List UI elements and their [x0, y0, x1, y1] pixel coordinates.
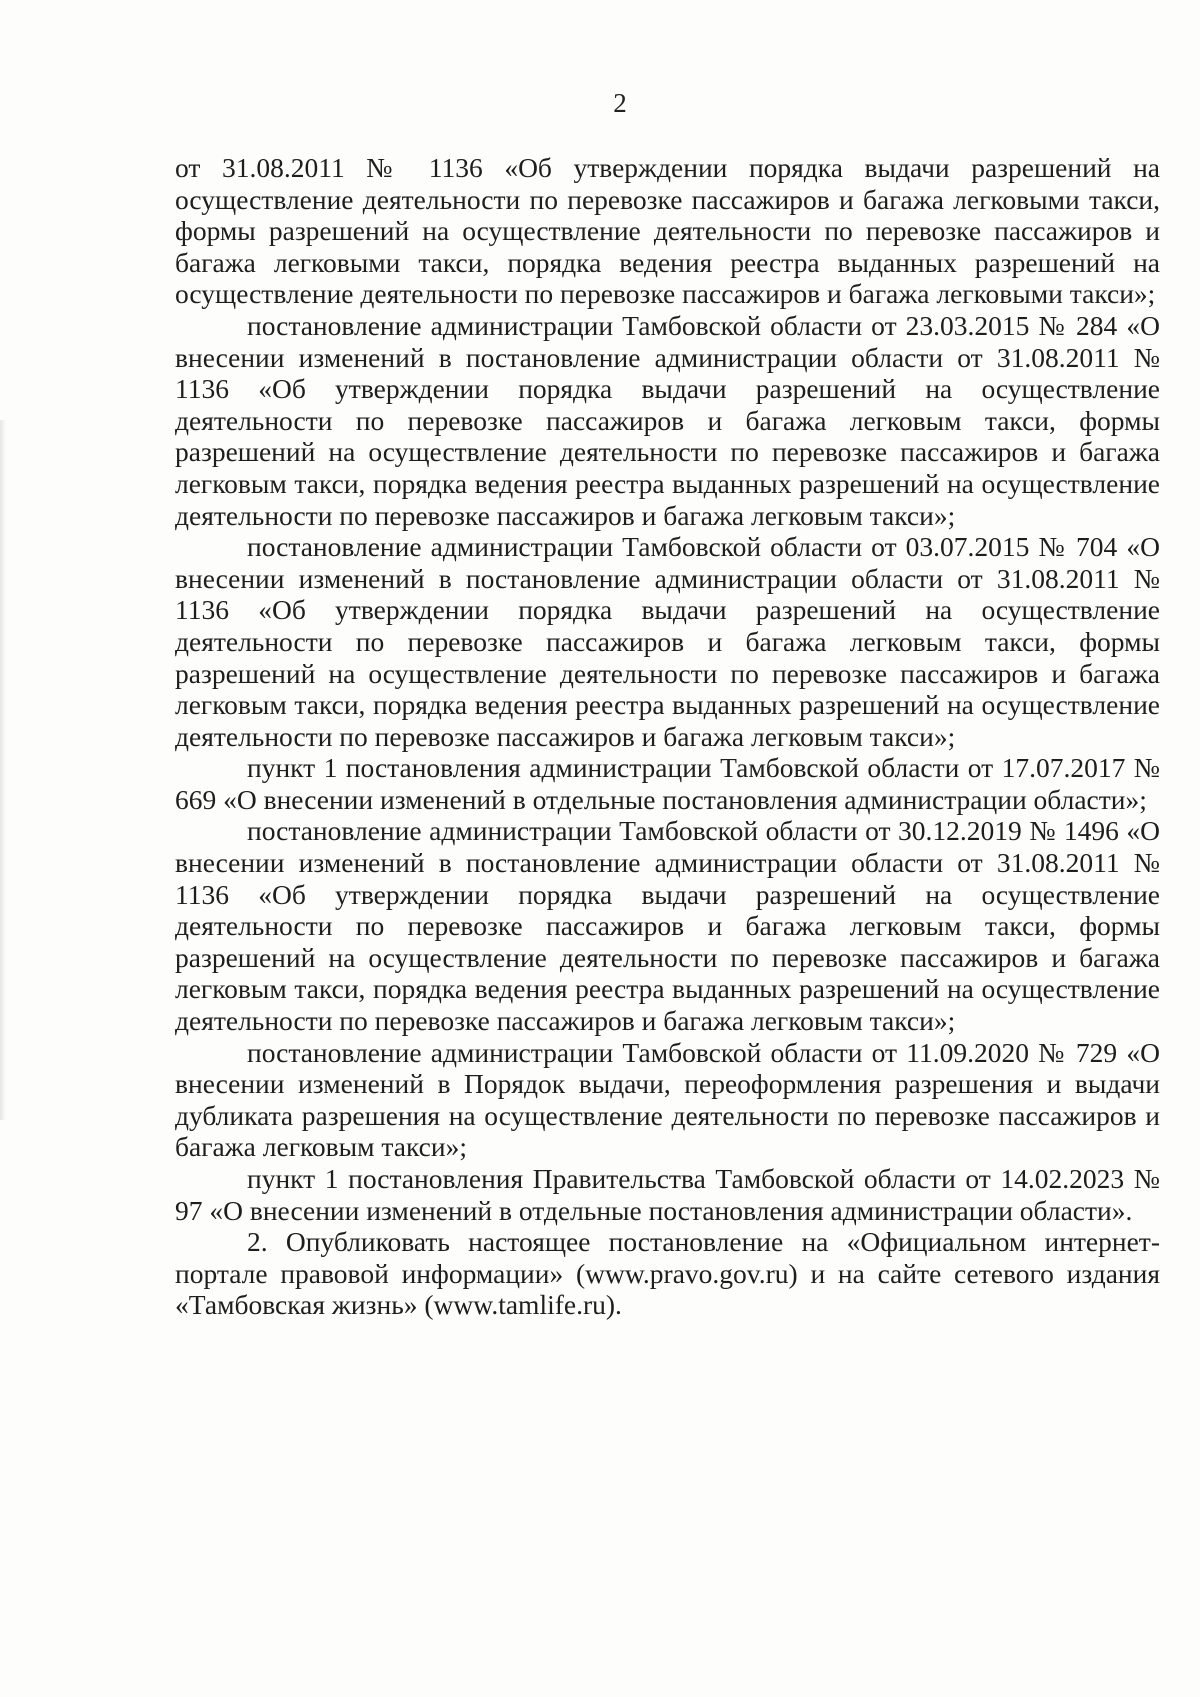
paragraph-continuation: от 31.08.2011 № 1136 «Об утверждении порядка выдачи разрешений на осуществление деятельности по перевозке пассажиров и багажа легковыми такси, формы разрешений на осуществление деятельности по перевозке пассажиров и багажа легковыми такси, порядка ведения реестра выданных разрешений на осуществление деятельности по перевозке пассажиров и багажа легковыми такси»;: [175, 152, 1160, 310]
paragraph-resolution-1496: постановление администрации Тамбовской области от 30.12.2019 № 1496 «О внесении изменений в постановление администрации области от 31.08.2011 № 1136 «Об утверждении порядка выдачи разрешений на осуществление деятельности по перевозке пассажиров и багажа легковым такси, формы разрешений на осуществление деятельности по перевозке пассажиров и багажа легковым такси, порядка ведения реестра выданных разрешений на осуществление деятельности по перевозке пассажиров и багажа легковым такси»;: [175, 815, 1160, 1037]
paragraph-resolution-729: постановление администрации Тамбовской области от 11.09.2020 № 729 «О внесении изменений в Порядок выдачи, переоформления разрешения и выдачи дубликата разрешения на осуществление деятельности по перевозке пассажиров и багажа легковым такси»;: [175, 1036, 1160, 1163]
paragraph-resolution-704: постановление администрации Тамбовской области от 03.07.2015 № 704 «О внесении изменений в постановление администрации области от 31.08.2011 № 1136 «Об утверждении порядка выдачи разрешений на осуществление деятельности по перевозке пассажиров и багажа легковым такси, формы разрешений на осуществление деятельности по перевозке пассажиров и багажа легковым такси, порядка ведения реестра выданных разрешений на осуществление деятельности по перевозке пассажиров и багажа легковым такси»;: [175, 531, 1160, 752]
paragraph-resolution-97: пункт 1 постановления Правительства Тамбовской области от 14.02.2023 № 97 «О внесении изменений в отдельные постановления администрации области».: [175, 1163, 1160, 1226]
document-body: [175, 152, 1160, 1321]
page-number: 2: [613, 88, 627, 118]
paragraph-publication: 2. Опубликовать настоящее постановление на «Официальном интернет-портале правовой информации» (www.pravo.gov.ru) и на сайте сетевого издания «Тамбовская жизнь» (www.tamlife.ru).: [175, 1226, 1160, 1321]
paragraph-resolution-284: постановление администрации Тамбовской области от 23.03.2015 № 284 «О внесении изменений в постановление администрации области от 31.08.2011 № 1136 «Об утверждении порядка выдачи разрешений на осуществление деятельности по перевозке пассажиров и багажа легковым такси, формы разрешений на осуществление деятельности по перевозке пассажиров и багажа легковым такси, порядка ведения реестра выданных разрешений на осуществление деятельности по перевозке пассажиров и багажа легковым такси»;: [175, 309, 1160, 531]
scan-edge-shadow: [0, 420, 6, 1120]
paragraph-resolution-669: пункт 1 постановления администрации Тамбовской области от 17.07.2017 № 669 «О внесении изменений в отдельные постановления администрации области»;: [175, 752, 1160, 815]
